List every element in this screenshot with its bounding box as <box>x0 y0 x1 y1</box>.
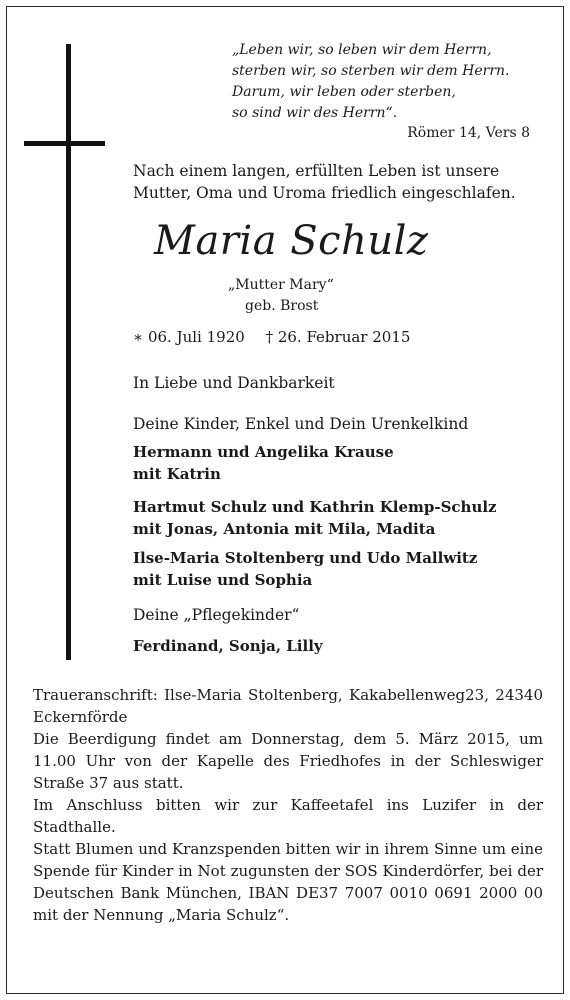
intro-text <box>133 160 553 204</box>
family-line: Hermann und Angelika Krause <box>133 443 394 461</box>
gratitude-line: In Liebe und Dankbarkeit <box>133 374 335 392</box>
bible-quote <box>232 40 552 124</box>
deceased-nickname: „Mutter Mary“ <box>228 277 334 293</box>
family-line: mit Katrin <box>133 465 221 483</box>
funeral-details <box>33 684 543 926</box>
deceased-name: Maria Schulz <box>154 218 429 264</box>
family-line: Hartmut Schulz und Kathrin Klemp-Schulz <box>133 498 497 516</box>
quote-line: Darum, wir leben oder sterben, <box>232 84 456 100</box>
quote-line: „Leben wir, so leben wir dem Herrn, <box>232 42 492 58</box>
family-group <box>133 496 563 540</box>
quote-line: so sind wir des Herrn“. <box>232 105 398 121</box>
life-dates <box>133 326 410 348</box>
details-paragraph: Statt Blumen und Kranzspenden bitten wir in ihrem Sinne um eine Spende für Kinder in Not zugunsten der SOS Kinderdörfer, bei der Deutschen Bank München, IBAN DE37 7007 0010 0691 2000 00 mit der Nennung „Maria Schulz“. <box>33 840 543 924</box>
details-paragraph: Traueranschrift: Ilse-Maria Stoltenberg, Kakabellenweg23, 24340 Eckernförde <box>33 686 543 726</box>
details-paragraph: Im Anschluss bitten wir zur Kaffeetafel ins Luzifer in der Stadthalle. <box>33 796 543 836</box>
family-line: mit Luise und Sophia <box>133 571 313 589</box>
death-date: † 26. Februar 2015 <box>265 328 411 346</box>
deceased-birth-name: geb. Brost <box>245 298 319 314</box>
family-line: Ilse-Maria Stoltenberg und Udo Mallwitz <box>133 549 478 567</box>
family-intro: Deine Kinder, Enkel und Dein Urenkelkind <box>133 415 469 433</box>
birth-date: ∗ 06. Juli 1920 <box>133 328 245 346</box>
family-group <box>133 547 563 591</box>
family-group <box>133 441 563 485</box>
family-line: mit Jonas, Antonia mit Mila, Madita <box>133 520 436 538</box>
quote-line: sterben wir, so sterben wir dem Herrn. <box>232 63 510 79</box>
quote-reference: Römer 14, Vers 8 <box>407 125 530 141</box>
intro-line: Nach einem langen, erfüllten Leben ist unsere <box>133 162 500 180</box>
cross-icon-vertical <box>66 44 71 660</box>
foster-names: Ferdinand, Sonja, Lilly <box>133 637 323 655</box>
foster-intro: Deine „Pflegekinder“ <box>133 606 300 624</box>
cross-icon-horizontal <box>24 141 105 146</box>
intro-line: Mutter, Oma und Uroma friedlich eingeschlafen. <box>133 184 516 202</box>
details-paragraph: Die Beerdigung findet am Donnerstag, dem 5. März 2015, um 11.00 Uhr von der Kapelle des Friedhofes in der Schleswiger Straße 37 aus statt. <box>33 730 543 792</box>
